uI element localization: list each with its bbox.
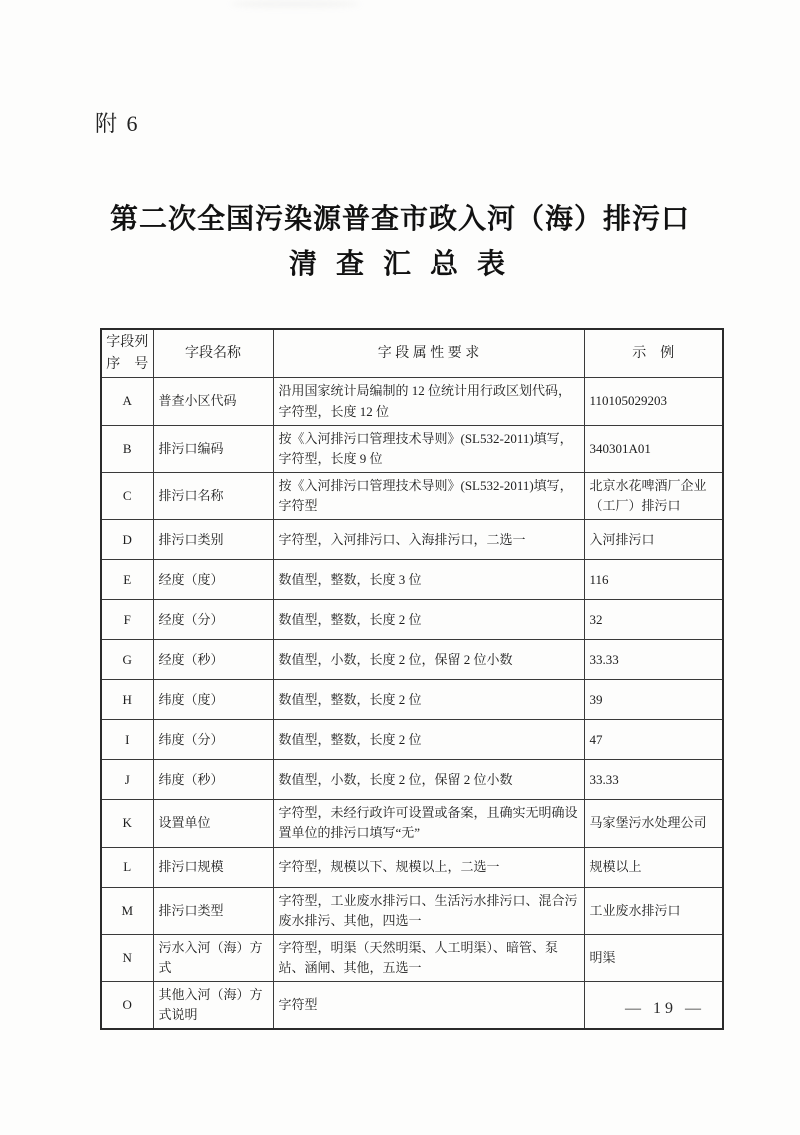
field-example-cell: 33.33 xyxy=(584,760,723,800)
field-requirements-cell: 字符型，明渠（天然明渠、人工明渠）、暗管、泵站、涵闸、其他，五选一 xyxy=(273,934,584,981)
field-example-cell: 规模以上 xyxy=(584,847,723,887)
field-name-cell: 排污口类型 xyxy=(153,887,273,934)
field-name-cell: 设置单位 xyxy=(153,800,273,847)
table-row xyxy=(101,887,723,934)
field-example-cell: 33.33 xyxy=(584,640,723,680)
attachment-label: 附 6 xyxy=(95,111,140,136)
table-row xyxy=(101,934,723,981)
field-name-cell: 纬度（分） xyxy=(153,720,273,760)
header-field-index-line2: 序 号 xyxy=(106,356,149,372)
field-index-cell: F xyxy=(101,600,153,640)
field-requirements-cell: 字符型 xyxy=(273,982,584,1030)
field-name-cell: 普查小区代码 xyxy=(153,378,273,425)
field-requirements-cell: 沿用国家统计局编制的 12 位统计用行政区划代码，字符型，长度 12 位 xyxy=(273,378,584,425)
field-name-cell: 排污口编码 xyxy=(153,425,273,472)
field-name-cell: 其他入河（海）方式说明 xyxy=(153,982,273,1030)
field-index-cell: J xyxy=(101,760,153,800)
field-requirements-cell: 字符型，规模以下、规模以上，二选一 xyxy=(273,847,584,887)
table-row xyxy=(101,760,723,800)
table-row xyxy=(101,640,723,680)
field-index-cell: O xyxy=(101,982,153,1030)
field-example-cell: 110105029203 xyxy=(584,378,723,425)
field-requirements-cell: 字符型，未经行政许可设置或备案，且确实无明确设置单位的排污口填写“无” xyxy=(273,800,584,847)
document-title-line1: 第二次全国污染源普查市政入河（海）排污口 xyxy=(109,204,690,235)
scan-artifact xyxy=(230,0,360,8)
field-definition-table xyxy=(100,328,724,1030)
field-index-cell: C xyxy=(101,472,153,519)
field-index-cell: D xyxy=(101,520,153,560)
header-field-requirements: 字 段 属 性 要 求 xyxy=(273,329,584,378)
field-name-cell: 经度（秒） xyxy=(153,640,273,680)
field-example-cell: 116 xyxy=(584,560,723,600)
table-row xyxy=(101,378,723,425)
field-index-cell: N xyxy=(101,934,153,981)
field-example-cell: 北京水花啤酒厂企业（工厂）排污口 xyxy=(584,472,723,519)
page-number: — 19 — xyxy=(625,1000,705,1017)
field-index-cell: K xyxy=(101,800,153,847)
table-row xyxy=(101,472,723,519)
table-row xyxy=(101,800,723,847)
field-index-cell: E xyxy=(101,560,153,600)
field-name-cell: 污水入河（海）方式 xyxy=(153,934,273,981)
field-index-cell: H xyxy=(101,680,153,720)
field-requirements-cell: 数值型，整数，长度 2 位 xyxy=(273,720,584,760)
field-name-cell: 纬度（秒） xyxy=(153,760,273,800)
field-name-cell: 排污口名称 xyxy=(153,472,273,519)
field-example-cell: 马家堡污水处理公司 xyxy=(584,800,723,847)
field-index-cell: B xyxy=(101,425,153,472)
field-requirements-cell: 数值型，整数，长度 2 位 xyxy=(273,680,584,720)
field-requirements-cell: 数值型，小数，长度 2 位，保留 2 位小数 xyxy=(273,760,584,800)
table-row xyxy=(101,560,723,600)
field-example-cell: 340301A01 xyxy=(584,425,723,472)
table-row xyxy=(101,520,723,560)
field-example-cell: 入河排污口 xyxy=(584,520,723,560)
field-index-cell: A xyxy=(101,378,153,425)
field-requirements-cell: 按《入河排污口管理技术导则》(SL532-2011)填写，字符型 xyxy=(273,472,584,519)
table-row xyxy=(101,720,723,760)
field-index-cell: I xyxy=(101,720,153,760)
header-field-index xyxy=(101,329,153,378)
field-example-cell: 32 xyxy=(584,600,723,640)
header-field-name: 字段名称 xyxy=(153,329,273,378)
field-example-cell: 47 xyxy=(584,720,723,760)
field-index-cell: G xyxy=(101,640,153,680)
field-name-cell: 经度（分） xyxy=(153,600,273,640)
field-example-cell: 明渠 xyxy=(584,934,723,981)
field-name-cell: 排污口规模 xyxy=(153,847,273,887)
table-row xyxy=(101,847,723,887)
table-row xyxy=(101,425,723,472)
table-row xyxy=(101,600,723,640)
field-requirements-cell: 数值型，整数，长度 2 位 xyxy=(273,600,584,640)
field-name-cell: 经度（度） xyxy=(153,560,273,600)
document-title-line2: 清 查 汇 总 表 xyxy=(288,249,511,280)
field-requirements-cell: 按《入河排污口管理技术导则》(SL532-2011)填写，字符型，长度 9 位 xyxy=(273,425,584,472)
field-requirements-cell: 数值型，整数，长度 3 位 xyxy=(273,560,584,600)
field-example-cell: 39 xyxy=(584,680,723,720)
field-requirements-cell: 字符型，工业废水排污口、生活污水排污口、混合污废水排污、其他，四选一 xyxy=(273,887,584,934)
field-name-cell: 排污口类别 xyxy=(153,520,273,560)
table-header-row xyxy=(101,329,723,378)
field-requirements-cell: 数值型，小数，长度 2 位，保留 2 位小数 xyxy=(273,640,584,680)
field-requirements-cell: 字符型，入河排污口、入海排污口，二选一 xyxy=(273,520,584,560)
header-field-index-line1: 字段列 xyxy=(106,335,149,350)
field-name-cell: 纬度（度） xyxy=(153,680,273,720)
field-index-cell: L xyxy=(101,847,153,887)
header-example: 示 例 xyxy=(584,329,723,378)
table-row xyxy=(101,680,723,720)
field-example-cell: 工业废水排污口 xyxy=(584,887,723,934)
field-index-cell: M xyxy=(101,887,153,934)
